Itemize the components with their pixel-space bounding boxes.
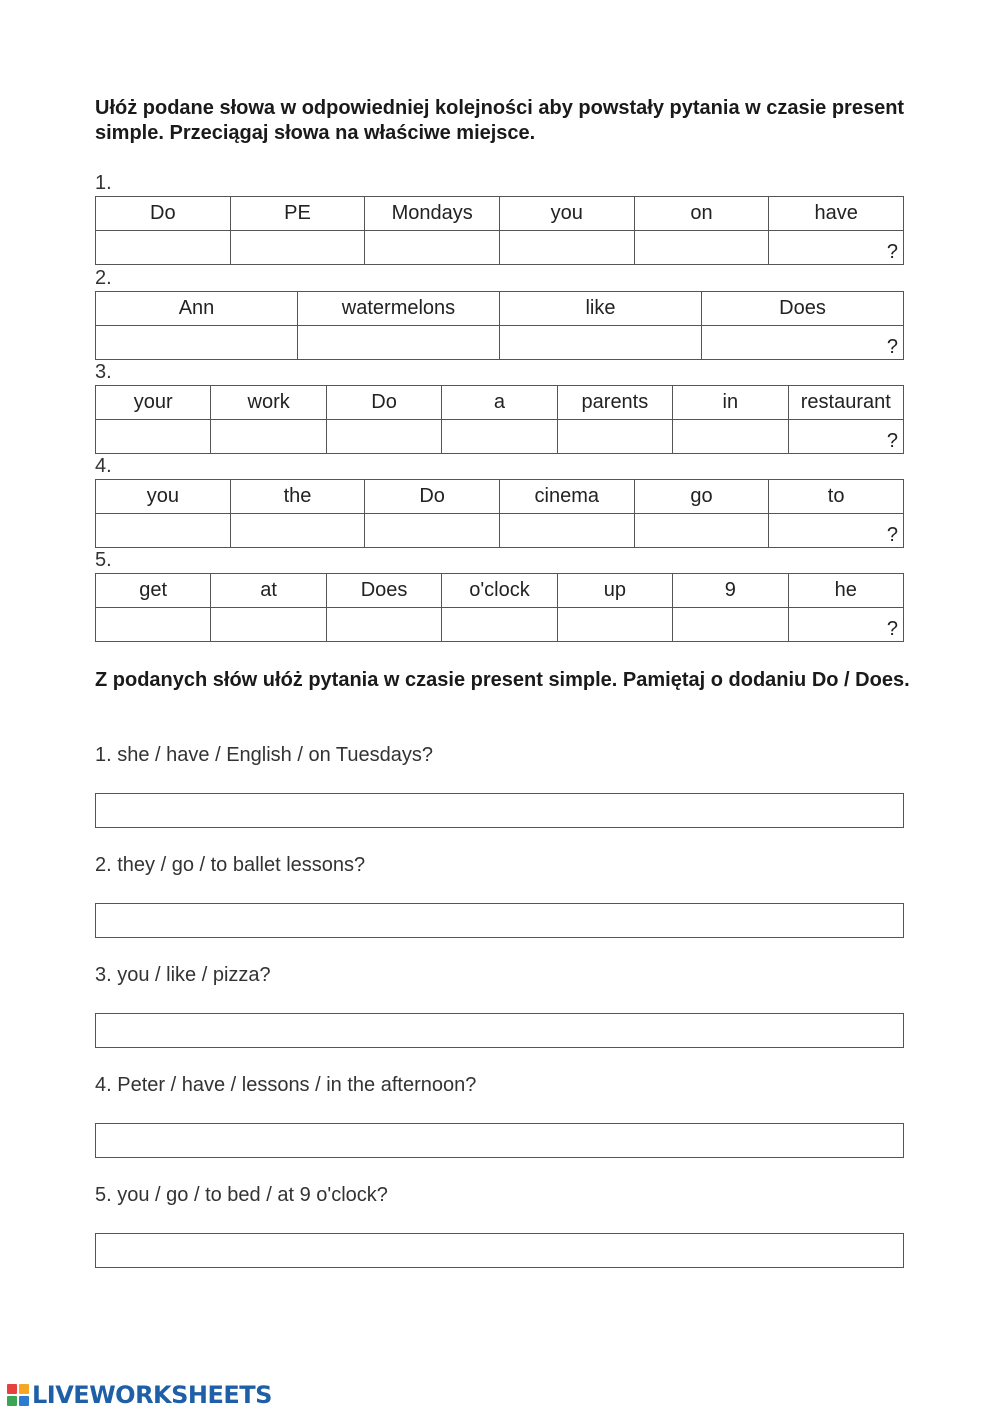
word-bank-row <box>96 386 904 420</box>
drop-slot[interactable] <box>298 326 500 360</box>
draggable-word[interactable]: watermelons <box>298 292 500 326</box>
draggable-word[interactable]: restaurant <box>788 386 903 420</box>
draggable-word[interactable]: you <box>499 197 634 231</box>
drop-slot[interactable]: ? <box>769 514 904 548</box>
drop-slot[interactable]: ? <box>788 608 903 642</box>
draggable-word[interactable]: 9 <box>673 574 788 608</box>
word-bank-row <box>96 197 904 231</box>
word-bank-row <box>96 292 904 326</box>
question-prompt: 3. you / like / pizza? <box>95 964 271 986</box>
word-order-table <box>95 196 904 265</box>
draggable-word[interactable]: have <box>769 197 904 231</box>
draggable-word[interactable]: cinema <box>499 480 634 514</box>
liveworksheets-logo-icon <box>6 1383 30 1407</box>
word-order-table <box>95 479 904 548</box>
draggable-word[interactable]: the <box>230 480 365 514</box>
draggable-word[interactable]: get <box>96 574 211 608</box>
drop-slot[interactable] <box>500 326 702 360</box>
draggable-word[interactable]: on <box>634 197 769 231</box>
drop-slot[interactable] <box>326 608 441 642</box>
drop-slot[interactable]: ? <box>788 420 903 454</box>
drop-slot[interactable] <box>442 608 557 642</box>
drop-slot[interactable] <box>96 231 231 265</box>
draggable-word[interactable]: work <box>211 386 326 420</box>
draggable-word[interactable]: up <box>557 574 672 608</box>
drop-slot[interactable] <box>673 608 788 642</box>
draggable-word[interactable]: o'clock <box>442 574 557 608</box>
drop-slot[interactable] <box>557 420 672 454</box>
question-prompt: 1. she / have / English / on Tuesdays? <box>95 744 433 766</box>
answer-row <box>96 514 904 548</box>
drop-slot[interactable] <box>499 514 634 548</box>
drop-slot[interactable] <box>634 231 769 265</box>
draggable-word[interactable]: at <box>211 574 326 608</box>
answer-row <box>96 608 904 642</box>
answer-input[interactable] <box>95 903 904 938</box>
draggable-word[interactable]: your <box>96 386 211 420</box>
exercise-number: 2. <box>95 267 112 289</box>
draggable-word[interactable]: Do <box>96 197 231 231</box>
drop-slot[interactable] <box>673 420 788 454</box>
drop-slot[interactable] <box>230 514 365 548</box>
drop-slot[interactable] <box>634 514 769 548</box>
draggable-word[interactable]: Mondays <box>365 197 500 231</box>
question-prompt: 2. they / go / to ballet lessons? <box>95 854 366 876</box>
draggable-word[interactable]: Do <box>326 386 441 420</box>
draggable-word[interactable]: Ann <box>96 292 298 326</box>
answer-input[interactable] <box>95 1123 904 1158</box>
draggable-word[interactable]: you <box>96 480 231 514</box>
drop-slot[interactable]: ? <box>702 326 904 360</box>
answer-row <box>96 326 904 360</box>
drop-slot[interactable] <box>557 608 672 642</box>
draggable-word[interactable]: PE <box>230 197 365 231</box>
draggable-word[interactable]: Do <box>365 480 500 514</box>
draggable-word[interactable]: parents <box>557 386 672 420</box>
question-prompt: 4. Peter / have / lessons / in the afternoon? <box>95 1074 477 1096</box>
draggable-word[interactable]: a <box>442 386 557 420</box>
draggable-word[interactable]: Does <box>702 292 904 326</box>
word-bank-row <box>96 574 904 608</box>
answer-input[interactable] <box>95 1233 904 1268</box>
word-order-table <box>95 573 904 642</box>
drop-slot[interactable] <box>326 420 441 454</box>
word-order-table <box>95 385 904 454</box>
drop-slot[interactable] <box>96 420 211 454</box>
drop-slot[interactable] <box>211 608 326 642</box>
question-prompt: 5. you / go / to bed / at 9 o'clock? <box>95 1184 388 1206</box>
exercise-number: 4. <box>95 455 112 477</box>
drop-slot[interactable] <box>365 231 500 265</box>
drop-slot[interactable] <box>442 420 557 454</box>
answer-input[interactable] <box>95 1013 904 1048</box>
liveworksheets-logo <box>6 1380 272 1410</box>
exercise-number: 1. <box>95 172 112 194</box>
word-order-table <box>95 291 904 360</box>
draggable-word[interactable]: he <box>788 574 903 608</box>
draggable-word[interactable]: Does <box>326 574 441 608</box>
draggable-word[interactable]: in <box>673 386 788 420</box>
section2-instruction: Z podanych słów ułóż pytania w czasie present simple. Pamiętaj o dodaniu Do / Does. <box>95 669 910 691</box>
drop-slot[interactable] <box>96 326 298 360</box>
draggable-word[interactable]: go <box>634 480 769 514</box>
draggable-word[interactable]: like <box>500 292 702 326</box>
exercise-number: 3. <box>95 361 112 383</box>
answer-input[interactable] <box>95 793 904 828</box>
section1-instruction: Ułóż podane słowa w odpowiedniej kolejności aby powstały pytania w czasie present simple. Przeciągaj słowa na właściwe miejsce. <box>95 97 905 144</box>
drop-slot[interactable] <box>499 231 634 265</box>
drop-slot[interactable] <box>96 608 211 642</box>
drop-slot[interactable] <box>211 420 326 454</box>
drop-slot[interactable] <box>230 231 365 265</box>
logo-text: LIVEWORKSHEETS <box>32 1381 272 1409</box>
drop-slot[interactable] <box>365 514 500 548</box>
draggable-word[interactable]: to <box>769 480 904 514</box>
answer-row <box>96 231 904 265</box>
drop-slot[interactable]: ? <box>769 231 904 265</box>
drop-slot[interactable] <box>96 514 231 548</box>
exercise-number: 5. <box>95 549 112 571</box>
answer-row <box>96 420 904 454</box>
word-bank-row <box>96 480 904 514</box>
